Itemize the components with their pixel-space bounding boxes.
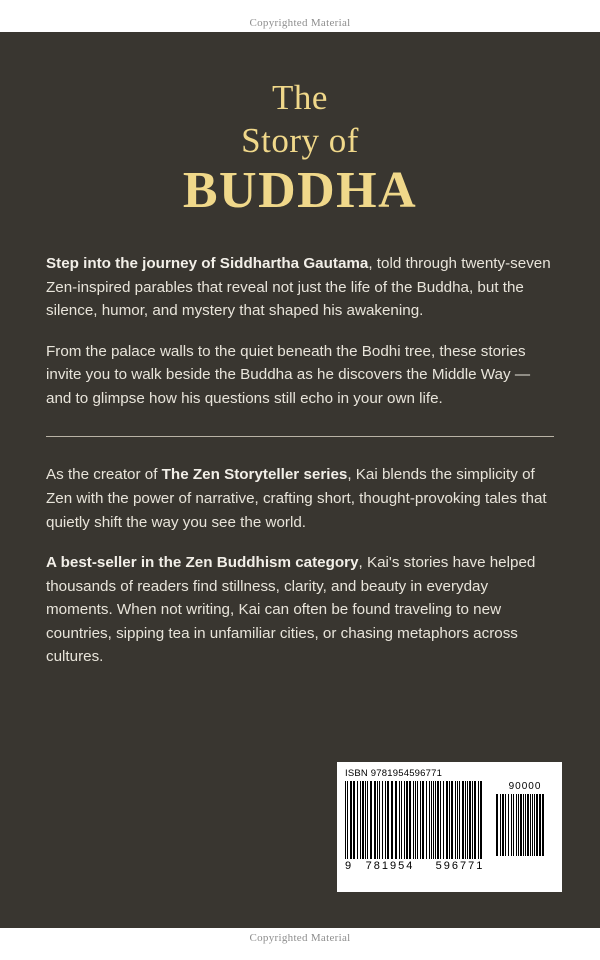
- barcode-block: [337, 762, 562, 892]
- ean13-lead-digit: 9: [345, 860, 352, 872]
- blurb-lead-bold: Step into the journey of Siddhartha Gautama: [46, 255, 369, 273]
- watermark-bottom: Copyrighted Material: [249, 932, 351, 944]
- ean5-addon-bars: [496, 794, 554, 856]
- blurb-paragraph-1: [46, 252, 554, 323]
- bio-paragraph-1: [46, 463, 554, 534]
- blurb-section: [46, 252, 554, 410]
- bio-bestseller-rest: , Kai's stories have helped thousands of readers find stillness, clarity, and beauty in everyday moments. When not writing, Kai can often be found traveling to new countries, sipping tea in unfamiliar cities, or chasing metaphors across cultures.: [46, 554, 536, 666]
- blurb-lead-rest: , told through twenty-seven Zen-inspired parables that reveal not just the life of the Buddha, but the silence, humor, and mystery that shaped his awakening.: [46, 255, 551, 320]
- title-line-story-of: Story of: [241, 120, 359, 160]
- cover-artwork: [0, 32, 600, 928]
- ean13-barcode: [345, 781, 495, 872]
- bio-series-name: The Zen Storyteller series: [161, 466, 348, 484]
- title-line-the: The: [272, 78, 328, 117]
- ean5-addon-barcode: [496, 781, 554, 856]
- section-divider: [46, 436, 554, 437]
- ean13-digits: [345, 860, 495, 872]
- bio-paragraph-2: [46, 551, 554, 669]
- bio-pre-text: As the creator of: [46, 466, 162, 484]
- blurb-paragraph-2: From the palace walls to the quiet beneath the Bodhi tree, these stories invite you to walk beside the Buddha as he discovers the Middle Way — and to glimpse how his questions still echo in your own life.: [46, 342, 531, 407]
- ean13-group-2: 596771: [435, 860, 485, 872]
- ean5-addon-value: 90000: [508, 781, 542, 792]
- author-bio-section: [46, 463, 554, 669]
- title-line-buddha: BUDDHA: [182, 161, 418, 219]
- title-block: [0, 32, 600, 218]
- ean13-bars: [345, 781, 495, 859]
- isbn-label: ISBN 9781954596771: [345, 768, 443, 779]
- bio-bestseller-bold: A best-seller in the Zen Buddhism category: [46, 554, 359, 572]
- watermark-top: Copyrighted Material: [249, 17, 351, 29]
- ean13-group-1: 781954: [365, 860, 415, 872]
- barcode-row: [345, 781, 554, 872]
- bio-rest-text: , Kai blends the simplicity of Zen with the power of narrative, crafting short, thought-provoking tales that quietly shift the way you see the world.: [46, 466, 547, 531]
